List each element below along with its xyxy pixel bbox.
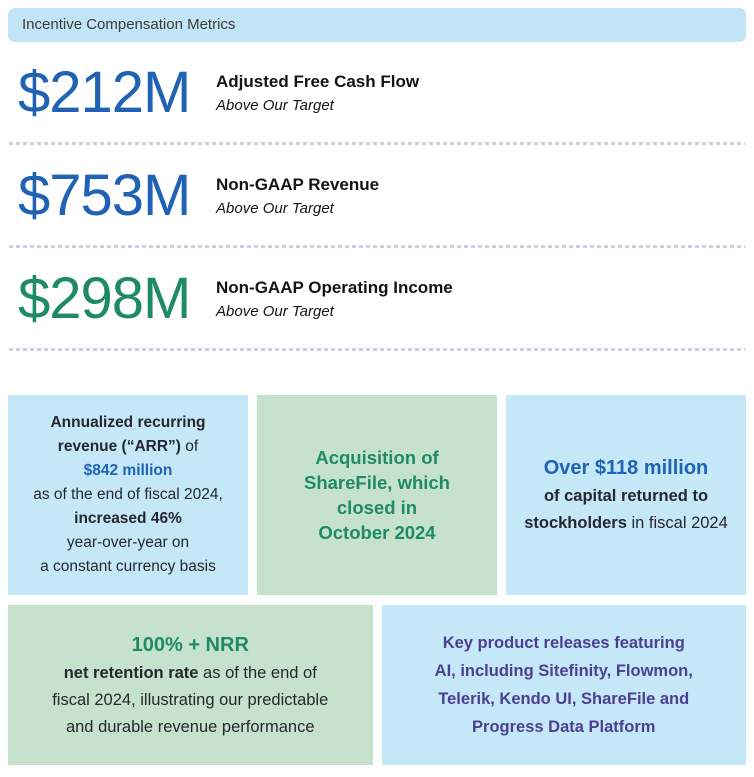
acquisition-text: Acquisition of — [315, 447, 439, 468]
acquisition-line-4 — [267, 520, 487, 545]
metric-value: $212M — [18, 59, 191, 125]
metric-value: $298M — [18, 265, 191, 331]
nrr-line2-bold: net retention rate — [63, 663, 199, 682]
acquisition-line-2 — [267, 470, 487, 495]
metric-text — [216, 173, 379, 217]
products-line-2 — [392, 657, 737, 685]
metric-text — [216, 276, 453, 320]
arr-line-6: year-over-year on — [66, 534, 190, 551]
highlight-boxes-row-1 — [8, 395, 746, 595]
arr-amount-line — [18, 459, 238, 483]
metric-sublabel: Above Our Target — [216, 97, 334, 114]
arr-line2-bold: revenue (“ARR”) — [57, 438, 181, 455]
highlight-box-acquisition — [257, 395, 497, 595]
arr-line-1 — [18, 411, 238, 435]
arr-line1-bold: Annualized recurring — [50, 414, 206, 431]
metric-non-gaap-revenue — [8, 145, 746, 245]
nrr-line-2 — [18, 660, 363, 687]
capital-line3-rest: in fiscal 2024 — [626, 514, 728, 532]
capital-line2-bold: of capital returned to — [543, 487, 709, 505]
arr-line-4: as of the end of fiscal 2024, — [33, 486, 223, 503]
highlight-boxes-row-2 — [8, 605, 746, 765]
metric-label: Adjusted Free Cash Flow — [216, 72, 420, 91]
nrr-line-3: fiscal 2024, illustrating our predictable — [52, 690, 329, 709]
section-header-bar — [8, 8, 746, 42]
highlight-box-capital-returned — [506, 395, 746, 595]
capital-line-3 — [516, 510, 736, 537]
capital-headline: Over $118 million — [543, 457, 709, 479]
acquisition-line-1 — [267, 445, 487, 470]
page-title: Incentive Compensation Metrics — [22, 16, 236, 33]
capital-headline-line — [516, 453, 736, 483]
highlight-box-product-releases — [382, 605, 747, 765]
acquisition-text: October 2024 — [318, 522, 436, 543]
metric-sublabel: Above Our Target — [216, 303, 334, 320]
metric-adjusted-free-cash-flow — [8, 42, 746, 142]
metric-text — [216, 70, 419, 114]
dotted-divider — [9, 348, 745, 351]
products-text: Key product releases featuring — [442, 634, 685, 652]
highlight-box-nrr — [8, 605, 373, 765]
arr-line2-rest: of — [180, 438, 199, 455]
highlight-box-arr — [8, 395, 248, 595]
acquisition-text: closed in — [336, 497, 418, 518]
metric-sublabel: Above Our Target — [216, 200, 334, 217]
nrr-line-4: and durable revenue performance — [65, 717, 315, 736]
products-text: Telerik, Kendo UI, ShareFile and — [438, 690, 690, 708]
arr-line-5 — [18, 507, 238, 531]
arr-line-7: a constant currency basis — [40, 558, 216, 575]
arr-line5-bold: increased 46% — [74, 510, 182, 527]
nrr-headline-line — [18, 630, 363, 660]
products-line-4 — [392, 713, 737, 741]
acquisition-text: ShareFile, which — [304, 472, 450, 493]
nrr-line2-rest: as of the end of — [198, 663, 317, 682]
capital-line3-bold: stockholders — [524, 514, 627, 532]
products-line-3 — [392, 685, 737, 713]
products-text: AI, including Sitefinity, Flowmon, — [434, 662, 693, 680]
metric-non-gaap-operating-income — [8, 248, 746, 348]
products-text: Progress Data Platform — [472, 718, 656, 736]
arr-line-2 — [18, 435, 238, 459]
capital-line-2 — [516, 483, 736, 510]
metric-label: Non-GAAP Revenue — [216, 175, 380, 194]
metric-label: Non-GAAP Operating Income — [216, 278, 453, 297]
arr-amount: $842 million — [83, 462, 173, 479]
metric-value: $753M — [18, 162, 191, 228]
acquisition-line-3 — [267, 495, 487, 520]
products-line-1 — [392, 629, 737, 657]
nrr-headline: 100% + NRR — [131, 633, 249, 656]
